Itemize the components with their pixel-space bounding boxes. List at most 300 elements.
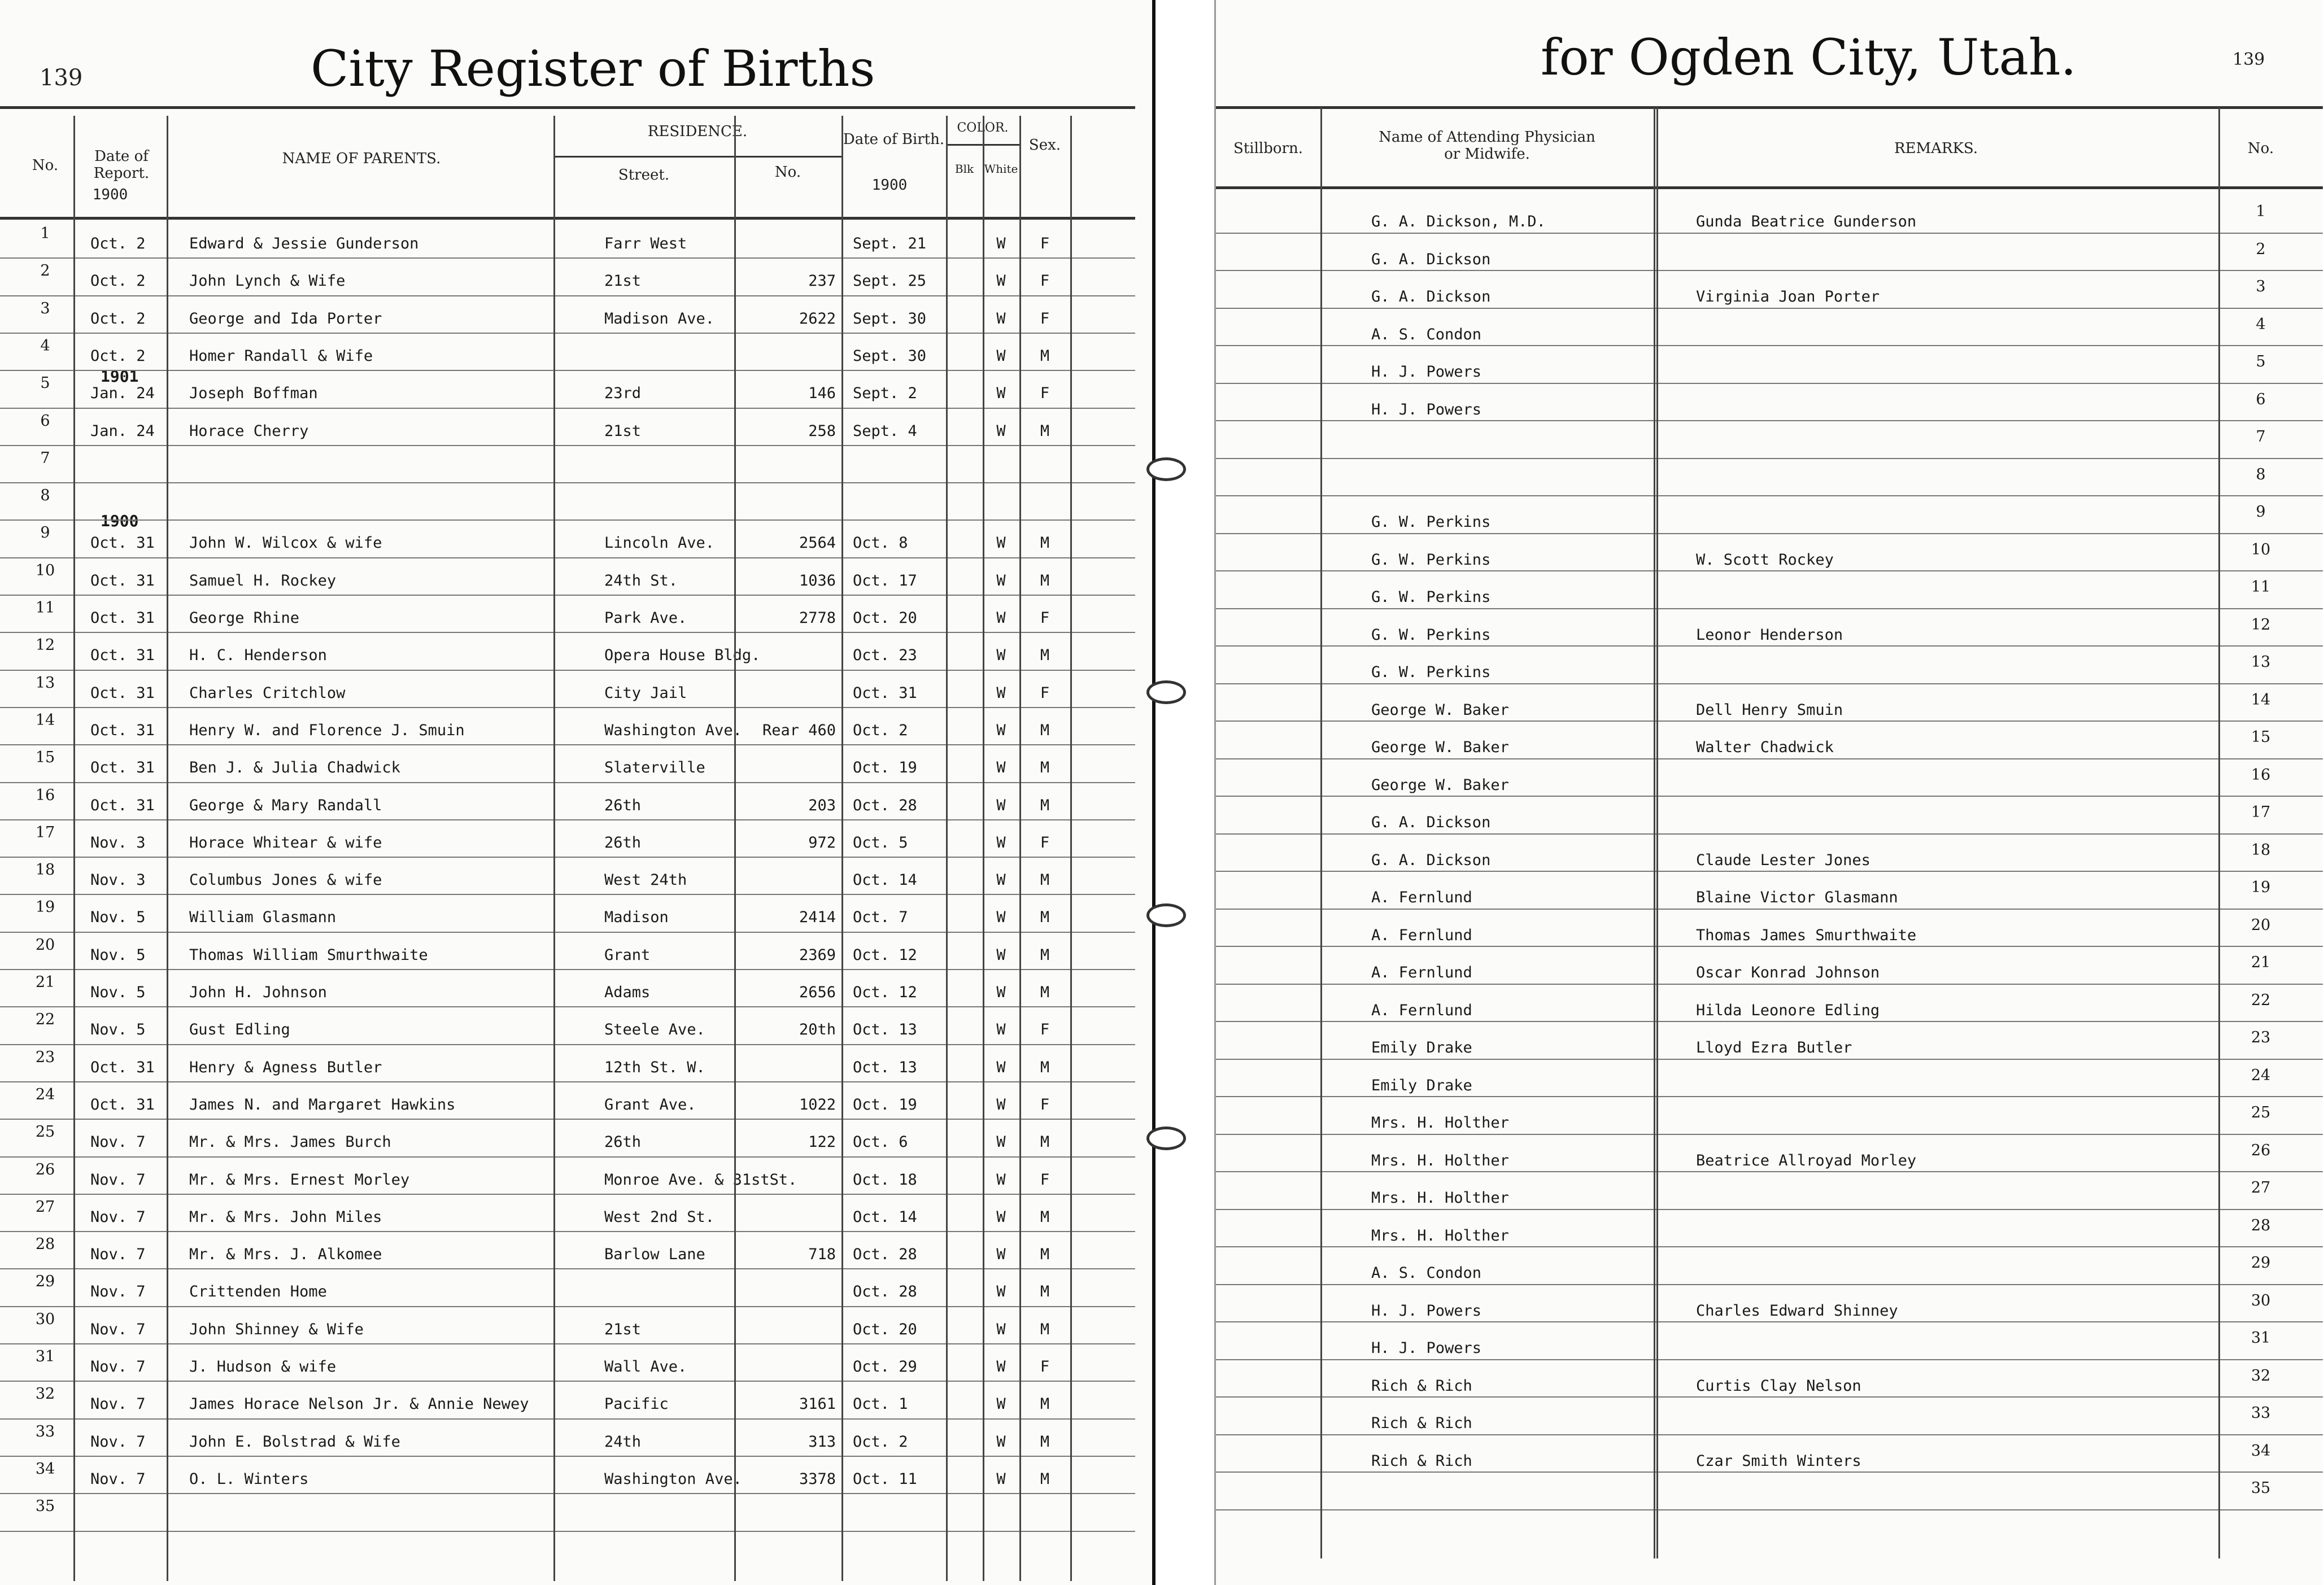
left-cell-street: 12th St. W. <box>604 1058 705 1076</box>
left-cell-color: W <box>996 1358 1006 1376</box>
left-cell-color: W <box>996 347 1006 365</box>
left-cell-names: Charles Critchlow <box>189 684 346 702</box>
left-cell-date: Jan. 24 <box>90 422 155 440</box>
column-rule <box>167 116 168 1581</box>
right-cell-no: 10 <box>2251 540 2271 558</box>
left-cell-street: Grant <box>604 946 651 964</box>
left-cell-no: 24 <box>35 1085 55 1103</box>
left-cell-res-no: 1022 <box>799 1095 836 1114</box>
left-cell-birth: Oct. 6 <box>853 1133 908 1151</box>
left-cell-street: West 2nd St. <box>604 1208 715 1226</box>
row-rule <box>0 1194 1135 1195</box>
left-cell-sex: M <box>1040 534 1050 552</box>
left-cell-date: Oct. 31 <box>90 684 155 702</box>
left-cell-sex: F <box>1040 385 1050 403</box>
row-rule <box>0 1156 1135 1158</box>
left-cell-names: George & Mary Randall <box>189 796 382 814</box>
left-cell-res-no: 122 <box>808 1133 836 1151</box>
left-cell-res-no: 203 <box>808 796 836 814</box>
left-cell-no: 11 <box>35 599 55 617</box>
left-cell-color: W <box>996 909 1006 927</box>
header-residence-no: No. <box>774 164 801 181</box>
row-rule <box>0 408 1135 409</box>
right-cell-physician: Mrs. H. Holther <box>1371 1189 1509 1207</box>
right-cell-no: 15 <box>2251 728 2271 746</box>
left-cell-birth: Sept. 25 <box>853 272 927 290</box>
row-rule <box>0 295 1135 296</box>
row-rule <box>1216 345 2323 346</box>
right-cell-physician: A. Fernlund <box>1371 964 1472 981</box>
left-register-page <box>0 0 1156 1585</box>
header-white: White <box>984 162 1018 176</box>
left-cell-date: Oct. 31 <box>90 647 155 665</box>
row-rule <box>1216 1209 2323 1210</box>
right-page-number: 139 <box>2233 50 2265 69</box>
left-cell-no: 17 <box>35 823 55 841</box>
left-cell-birth: Oct. 14 <box>853 871 917 889</box>
left-cell-names: Henry & Agness Butler <box>189 1058 382 1076</box>
right-cell-physician: A. Fernlund <box>1371 926 1472 944</box>
left-cell-color: W <box>996 1320 1006 1338</box>
column-rule <box>1654 107 1655 1558</box>
left-cell-birth: Oct. 18 <box>853 1171 917 1189</box>
left-cell-no: 10 <box>35 561 55 579</box>
left-cell-sex: F <box>1040 1358 1050 1376</box>
right-cell-physician: H. J. Powers <box>1371 1302 1482 1320</box>
left-cell-no: 2 <box>40 262 50 280</box>
left-cell-color: W <box>996 1246 1006 1264</box>
left-cell-names: Edward & Jessie Gunderson <box>189 235 419 252</box>
right-cell-physician: Emily Drake <box>1371 1076 1472 1094</box>
left-cell-date: Nov. 3 <box>90 871 146 889</box>
right-cell-no: 7 <box>2256 428 2266 446</box>
left-cell-date: Oct. 31 <box>90 534 155 552</box>
header-no: No. <box>32 157 59 174</box>
left-cell-date: Nov. 7 <box>90 1358 146 1376</box>
right-cell-physician: G. W. Perkins <box>1371 626 1491 644</box>
right-cell-no: 13 <box>2251 653 2271 671</box>
left-cell-no: 31 <box>35 1348 55 1365</box>
left-cell-res-no: Rear 460 <box>762 721 836 739</box>
left-cell-res-no: 146 <box>808 385 836 403</box>
right-cell-remarks: Blaine Victor Glasmann <box>1696 889 1898 906</box>
left-cell-birth: Sept. 30 <box>853 347 927 365</box>
left-cell-sex: M <box>1040 721 1050 739</box>
left-cell-no: 25 <box>35 1123 55 1141</box>
right-cell-physician: Mrs. H. Holther <box>1371 1114 1509 1132</box>
left-cell-no: 19 <box>35 898 55 916</box>
left-cell-no: 16 <box>35 786 55 804</box>
header-stillborn: Stillborn. <box>1233 140 1303 157</box>
left-cell-birth: Oct. 8 <box>853 534 908 552</box>
left-cell-res-no: 313 <box>808 1433 836 1451</box>
right-cell-physician: A. Fernlund <box>1371 1001 1472 1019</box>
left-cell-no: 20 <box>35 936 55 954</box>
left-cell-sex: F <box>1040 1171 1050 1189</box>
left-cell-sex: M <box>1040 909 1050 927</box>
row-rule <box>1216 1096 2323 1097</box>
row-rule <box>1216 1509 2323 1510</box>
row-rule <box>1216 721 2323 722</box>
row-rule <box>0 333 1135 334</box>
right-cell-physician: Mrs. H. Holther <box>1371 1226 1509 1245</box>
right-cell-physician: Emily Drake <box>1371 1039 1472 1056</box>
left-cell-res-no: 3161 <box>799 1395 836 1413</box>
left-cell-birth: Sept. 21 <box>853 235 927 252</box>
left-cell-date: Oct. 31 <box>90 721 155 739</box>
row-rule <box>0 1343 1135 1344</box>
row-rule <box>0 595 1135 596</box>
left-cell-no: 23 <box>35 1048 55 1066</box>
left-cell-no: 4 <box>40 337 50 355</box>
right-cell-no: 9 <box>2256 503 2266 521</box>
left-cell-names: James Horace Nelson Jr. & Annie Newey <box>189 1395 529 1413</box>
left-cell-sex: M <box>1040 422 1050 440</box>
right-cell-no: 32 <box>2251 1366 2271 1385</box>
right-cell-physician: A. S. Condon <box>1371 325 1482 343</box>
right-cell-no: 18 <box>2251 841 2271 859</box>
left-cell-sex: M <box>1040 946 1050 964</box>
left-cell-birth: Oct. 28 <box>853 1246 917 1264</box>
left-cell-no: 22 <box>35 1011 55 1029</box>
right-cell-no: 23 <box>2251 1029 2271 1046</box>
binder-ring <box>1146 1126 1186 1150</box>
left-cell-sex: M <box>1040 1208 1050 1226</box>
left-cell-sex: F <box>1040 684 1050 702</box>
left-cell-birth: Oct. 2 <box>853 1433 908 1451</box>
row-rule <box>0 1081 1135 1082</box>
left-cell-street: Wall Ave. <box>604 1358 687 1376</box>
right-cell-remarks: Hilda Leonore Edling <box>1696 1001 1880 1019</box>
left-cell-no: 3 <box>40 299 50 317</box>
left-cell-street: West 24th <box>604 871 687 889</box>
left-cell-date: Oct. 31 <box>90 796 155 814</box>
right-cell-no: 17 <box>2251 804 2271 821</box>
right-cell-no: 8 <box>2256 465 2266 483</box>
left-cell-date: Oct. 2 <box>90 347 146 365</box>
row-rule <box>1216 1059 2323 1060</box>
left-cell-street: Slaterville <box>604 759 705 777</box>
left-cell-date: Nov. 5 <box>90 946 146 964</box>
right-cell-remarks: Beatrice Allroyad Morley <box>1696 1151 1917 1169</box>
left-cell-names: Columbus Jones & wife <box>189 871 382 889</box>
left-cell-color: W <box>996 833 1006 852</box>
left-cell-names: J. Hudson & wife <box>189 1358 337 1376</box>
row-rule <box>0 707 1135 708</box>
left-cell-color: W <box>996 1095 1006 1114</box>
left-cell-no: 6 <box>40 412 50 430</box>
right-cell-no: 11 <box>2251 578 2271 596</box>
right-cell-no: 30 <box>2251 1291 2271 1309</box>
row-rule <box>1216 984 2323 985</box>
left-cell-birth: Oct. 20 <box>853 1320 917 1338</box>
left-cell-date: Nov. 7 <box>90 1208 146 1226</box>
column-rule <box>2218 107 2220 1558</box>
left-cell-no: 14 <box>35 711 55 729</box>
row-rule <box>0 1231 1135 1232</box>
left-cell-sex: M <box>1040 1433 1050 1451</box>
row-rule <box>1216 1434 2323 1435</box>
right-cell-remarks: Charles Edward Shinney <box>1696 1302 1898 1320</box>
column-rule <box>553 116 555 1581</box>
left-cell-street: Pacific <box>604 1395 669 1413</box>
left-cell-names: George and Ida Porter <box>189 309 382 328</box>
left-cell-birth: Sept. 4 <box>853 422 917 440</box>
row-rule <box>0 894 1135 895</box>
left-cell-color: W <box>996 796 1006 814</box>
left-cell-color: W <box>996 1208 1006 1226</box>
row-rule <box>1216 1134 2323 1135</box>
right-cell-physician: G. A. Dickson, M.D. <box>1371 213 1546 230</box>
left-cell-street: Madison Ave. <box>604 309 715 328</box>
right-cell-remarks: Oscar Konrad Johnson <box>1696 964 1880 981</box>
right-cell-physician: A. S. Condon <box>1371 1264 1482 1282</box>
right-cell-no: 31 <box>2251 1329 2271 1347</box>
row-rule <box>0 1493 1135 1494</box>
left-cell-names: Mr. & Mrs. J. Alkomee <box>189 1246 382 1264</box>
right-cell-physician: G. A. Dickson <box>1371 814 1491 831</box>
left-cell-street: 21st <box>604 272 642 290</box>
left-cell-sex: M <box>1040 1395 1050 1413</box>
row-rule <box>1216 533 2323 534</box>
right-cell-remarks: Dell Henry Smuin <box>1696 701 1843 719</box>
row-rule <box>1216 458 2323 459</box>
row-rule <box>1216 1246 2323 1247</box>
left-cell-street: Lincoln Ave. <box>604 534 715 552</box>
left-cell-sex: M <box>1040 796 1050 814</box>
left-cell-color: W <box>996 534 1006 552</box>
left-cell-names: H. C. Henderson <box>189 647 327 665</box>
left-cell-street: 21st <box>604 1320 642 1338</box>
left-cell-res-no: 2564 <box>799 534 836 552</box>
left-cell-date: Oct. 31 <box>90 571 155 590</box>
left-cell-no: 8 <box>40 487 50 505</box>
left-cell-birth: Oct. 5 <box>853 833 908 852</box>
left-cell-birth: Oct. 13 <box>853 1058 917 1076</box>
left-cell-color: W <box>996 984 1006 1001</box>
right-cell-physician: G. W. Perkins <box>1371 588 1491 606</box>
right-cell-physician: G. A. Dickson <box>1371 250 1491 268</box>
left-cell-birth: Oct. 7 <box>853 909 908 927</box>
column-rule <box>73 116 75 1581</box>
right-cell-no: 25 <box>2251 1104 2271 1121</box>
left-cell-street: 26th <box>604 1133 642 1151</box>
left-cell-sex: M <box>1040 1058 1050 1076</box>
left-cell-res-no: 972 <box>808 833 836 852</box>
right-header-top-rule <box>1216 106 2323 109</box>
right-cell-physician: G. W. Perkins <box>1371 551 1491 569</box>
left-cell-birth: Oct. 29 <box>853 1358 917 1376</box>
left-cell-birth: Oct. 11 <box>853 1470 917 1488</box>
row-rule <box>0 1044 1135 1045</box>
right-cell-no: 6 <box>2256 390 2266 408</box>
left-page-number: 139 <box>40 65 83 91</box>
left-cell-street: 21st <box>604 422 642 440</box>
left-cell-names: John E. Bolstrad & Wife <box>189 1433 400 1451</box>
left-cell-color: W <box>996 272 1006 290</box>
left-cell-names: Mr. & Mrs. Ernest Morley <box>189 1171 410 1189</box>
left-cell-sex: M <box>1040 1246 1050 1264</box>
left-cell-res-no: 258 <box>808 422 836 440</box>
left-cell-no: 30 <box>35 1310 55 1328</box>
header-bottom-rule <box>0 217 1135 220</box>
row-rule <box>0 1268 1135 1269</box>
row-rule <box>1216 833 2323 835</box>
left-cell-no: 26 <box>35 1160 55 1178</box>
left-cell-birth: Oct. 14 <box>853 1208 917 1226</box>
header-report-year: 1900 <box>92 186 128 203</box>
left-cell-street: Washington Ave. <box>604 721 742 739</box>
left-cell-birth: Oct. 28 <box>853 1283 917 1301</box>
left-cell-sex: F <box>1040 309 1050 328</box>
row-rule <box>1216 1171 2323 1172</box>
left-cell-color: W <box>996 422 1006 440</box>
right-cell-no: 28 <box>2251 1216 2271 1234</box>
right-cell-remarks: Gunda Beatrice Gunderson <box>1696 213 1917 230</box>
left-cell-names: James N. and Margaret Hawkins <box>189 1095 456 1114</box>
right-cell-no: 24 <box>2251 1066 2271 1084</box>
left-cell-names: Homer Randall & Wife <box>189 347 373 365</box>
row-rule <box>0 670 1135 671</box>
left-cell-names: O. L. Winters <box>189 1470 309 1488</box>
left-cell-res-no: 2622 <box>799 309 836 328</box>
right-cell-physician: G. A. Dickson <box>1371 851 1491 869</box>
left-cell-no: 29 <box>35 1273 55 1291</box>
left-page-title: City Register of Births <box>311 40 875 98</box>
left-cell-no: 13 <box>35 674 55 692</box>
row-rule <box>0 1119 1135 1120</box>
right-cell-remarks: Thomas James Smurthwaite <box>1696 926 1917 944</box>
right-cell-physician: G. W. Perkins <box>1371 513 1491 531</box>
left-cell-birth: Sept. 30 <box>853 309 927 328</box>
left-cell-no: 34 <box>35 1460 55 1478</box>
row-rule <box>0 744 1135 745</box>
header-residence: RESIDENCE. <box>647 123 748 140</box>
left-cell-res-no: 237 <box>808 272 836 290</box>
right-cell-no: 21 <box>2251 954 2271 971</box>
left-cell-sex: F <box>1040 1021 1050 1039</box>
left-cell-names: Mr. & Mrs. James Burch <box>189 1133 391 1151</box>
row-rule <box>1216 1472 2323 1473</box>
right-cell-physician: Rich & Rich <box>1371 1414 1472 1432</box>
left-cell-birth: Oct. 19 <box>853 1095 917 1114</box>
row-rule <box>0 819 1135 820</box>
left-cell-sex: F <box>1040 833 1050 852</box>
row-rule <box>1216 1021 2323 1022</box>
left-cell-birth: Oct. 12 <box>853 946 917 964</box>
left-cell-date: Oct. 2 <box>90 235 146 252</box>
header-physician: Name of Attending Physician or Midwife. <box>1379 129 1595 163</box>
binder-ring <box>1146 457 1186 481</box>
right-cell-remarks: Claude Lester Jones <box>1696 851 1870 869</box>
left-cell-color: W <box>996 571 1006 590</box>
left-cell-res-no: 2414 <box>799 909 836 927</box>
left-cell-street: Farr West <box>604 235 687 252</box>
row-rule <box>0 445 1135 446</box>
right-cell-no: 12 <box>2251 615 2271 634</box>
left-cell-no: 28 <box>35 1235 55 1254</box>
left-cell-date: Nov. 5 <box>90 909 146 927</box>
year-note-1901: 1901 <box>101 367 139 386</box>
left-cell-names: William Glasmann <box>189 909 337 927</box>
header-top-rule <box>0 106 1135 109</box>
left-cell-street: Washington Ave. <box>604 1470 742 1488</box>
left-cell-color: W <box>996 1395 1006 1413</box>
right-cell-no: 22 <box>2251 991 2271 1009</box>
left-cell-date: Oct. 31 <box>90 1058 155 1076</box>
right-cell-remarks: Lloyd Ezra Butler <box>1696 1039 1852 1056</box>
left-cell-color: W <box>996 385 1006 403</box>
left-cell-date: Nov. 7 <box>90 1283 146 1301</box>
header-sex: Sex. <box>1028 137 1061 154</box>
left-cell-color: W <box>996 1433 1006 1451</box>
right-cell-physician: H. J. Powers <box>1371 1339 1482 1357</box>
left-cell-date: Nov. 3 <box>90 833 146 852</box>
right-cell-physician: George W. Baker <box>1371 739 1509 756</box>
column-rule <box>983 116 984 1581</box>
left-cell-sex: M <box>1040 1283 1050 1301</box>
left-cell-sex: F <box>1040 235 1050 252</box>
header-remarks: REMARKS. <box>1894 140 1978 157</box>
header-birth-year: 1900 <box>871 177 908 194</box>
row-rule <box>1216 758 2323 759</box>
left-cell-res-no: 718 <box>808 1246 836 1264</box>
left-cell-color: W <box>996 1058 1006 1076</box>
left-cell-names: Gust Edling <box>189 1021 290 1039</box>
year-note-1900: 1900 <box>101 512 139 530</box>
left-cell-sex: M <box>1040 1133 1050 1151</box>
right-cell-physician: George W. Baker <box>1371 776 1509 794</box>
left-cell-names: Thomas William Smurthwaite <box>189 946 428 964</box>
row-rule <box>1216 233 2323 234</box>
left-cell-sex: M <box>1040 1470 1050 1488</box>
left-cell-names: Mr. & Mrs. John Miles <box>189 1208 382 1226</box>
row-rule <box>0 932 1135 933</box>
left-cell-date: Nov. 7 <box>90 1246 146 1264</box>
left-cell-date: Nov. 5 <box>90 984 146 1001</box>
left-cell-color: W <box>996 684 1006 702</box>
right-cell-no: 20 <box>2251 916 2271 934</box>
row-rule <box>1216 608 2323 609</box>
left-cell-color: W <box>996 1021 1006 1039</box>
left-cell-names: Joseph Boffman <box>189 385 318 403</box>
left-cell-names: John W. Wilcox & wife <box>189 534 382 552</box>
column-rule <box>734 116 736 1581</box>
left-cell-street: Opera House Bldg. <box>604 647 761 665</box>
left-cell-no: 32 <box>35 1385 55 1403</box>
column-rule <box>1070 116 1072 1581</box>
row-rule <box>0 519 1135 521</box>
right-cell-remarks: Walter Chadwick <box>1696 739 1834 756</box>
left-cell-date: Oct. 2 <box>90 272 146 290</box>
right-cell-remarks: Virginia Joan Porter <box>1696 288 1880 305</box>
left-cell-res-no: 1036 <box>799 571 836 590</box>
left-cell-res-no: 2656 <box>799 984 836 1001</box>
row-rule <box>1216 570 2323 571</box>
left-cell-street: 24th St. <box>604 571 678 590</box>
left-cell-date: Nov. 7 <box>90 1133 146 1151</box>
left-cell-no: 5 <box>40 374 50 392</box>
right-cell-no: 26 <box>2251 1141 2271 1159</box>
left-cell-no: 33 <box>35 1422 55 1440</box>
left-cell-names: Ben J. & Julia Chadwick <box>189 759 400 777</box>
right-cell-physician: Rich & Rich <box>1371 1452 1472 1470</box>
right-cell-no: 14 <box>2251 691 2271 709</box>
right-cell-no: 34 <box>2251 1442 2271 1460</box>
row-rule <box>1216 1359 2323 1360</box>
left-cell-color: W <box>996 1133 1006 1151</box>
header-name-of-parents: NAME OF PARENTS. <box>282 150 441 167</box>
